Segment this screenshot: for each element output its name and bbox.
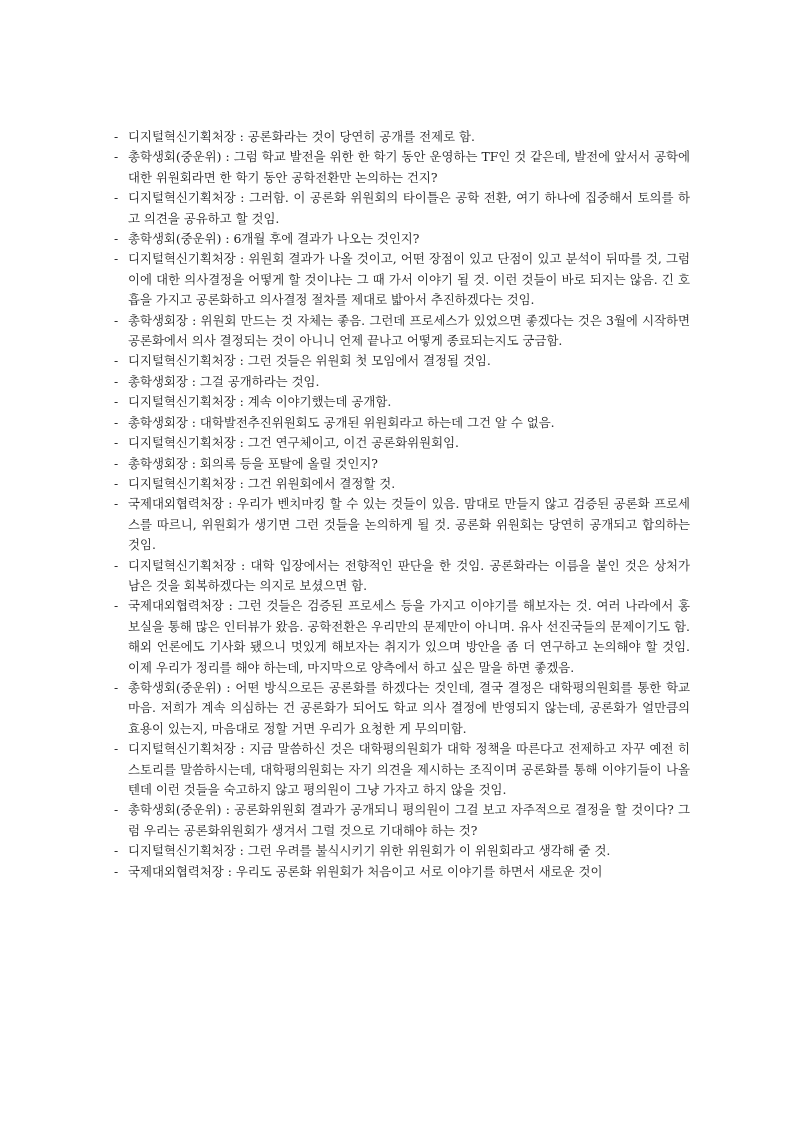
- speaker-name: 총학생회(중운위) :: [128, 802, 234, 817]
- bullet-dash: -: [114, 149, 119, 165]
- statement-text: 그건 위원회에서 결정할 것.: [247, 475, 396, 491]
- bullet-dash: -: [114, 353, 119, 369]
- speaker-name: 국제대외협력처장 :: [128, 598, 238, 613]
- minutes-entry: [114, 800, 690, 841]
- bullet-dash: -: [114, 373, 119, 389]
- statement-text: 공론화위원회 결과가 공개되니 평의원이 그걸 보고 자주적으로 결정을 할 것이다? 그럼 우리는 공론화위원회가 생겨서 그럴 것으로 기대해야 하는 것?: [128, 802, 690, 838]
- statement-text: 계속 이야기했는데 공개함.: [247, 394, 392, 410]
- statement-text: 그런 우려를 불식시키기 위한 위원회가 이 위원회라고 생각해 줄 것.: [247, 843, 611, 859]
- statement-text: 지금 말씀하신 것은 대학평의원회가 대학 정책을 따른다고 전제하고 자꾸 예전 히스토리를 말씀하시는데, 대학평의원회는 자기 의견을 제시하는 조직이며 공론화를 통해 이야기들이 나올 텐데 이런 것들을 숙고하지 않고 평의원이 그냥 가자고 하지 않을 것임.: [128, 741, 690, 797]
- statement-text: 그러함. 이 공론화 위원회의 타이틀은 공학 전환, 여기 하나에 집중해서 토의를 하고 의견을 공유하고 할 것임.: [128, 190, 690, 226]
- bullet-dash: -: [114, 802, 119, 818]
- speaker-name: 디지털혁신기획처장 :: [128, 353, 248, 368]
- bullet-dash: -: [114, 863, 119, 879]
- bullet-dash: -: [114, 557, 119, 573]
- speaker-name: 디지털혁신기획처장 :: [128, 435, 248, 450]
- bullet-dash: -: [114, 435, 119, 451]
- statement-text: 그럼 학교 발전을 위한 한 학기 동안 운영하는 TF인 것 같은데, 발전에 앞서서 공학에 대한 위원회라면 한 학기 동안 공학전환만 논의하는 건지?: [128, 149, 690, 185]
- bullet-dash: -: [114, 231, 119, 247]
- bullet-dash: -: [114, 598, 119, 614]
- speaker-name: 디지털혁신기획처장 :: [128, 129, 248, 144]
- speaker-name: 국제대외협력처장 :: [128, 496, 237, 511]
- speaker-name: 디지털혁신기획처장 :: [128, 394, 248, 409]
- bullet-dash: -: [114, 190, 119, 206]
- bullet-dash: -: [114, 475, 119, 491]
- speaker-name: 디지털혁신기획처장 :: [128, 476, 248, 491]
- minutes-entry: [114, 678, 690, 739]
- bullet-dash: -: [114, 312, 119, 328]
- minutes-entry: [114, 862, 690, 882]
- statement-text: 그건 연구체이고, 이건 공론화위원회임.: [247, 435, 459, 451]
- minutes-entry: [114, 372, 690, 392]
- statement-text: 대학 입장에서는 전향적인 판단을 한 것임. 공론화라는 이름을 붙인 것은 상처가 남은 것을 회복하겠다는 의지로 보셨으면 함.: [128, 557, 690, 593]
- minutes-entry: [114, 433, 690, 453]
- minutes-entry: [114, 311, 690, 352]
- bullet-dash: -: [114, 496, 119, 512]
- speaker-name: 총학생회장 :: [128, 456, 200, 471]
- minutes-entry: [114, 474, 690, 494]
- speaker-name: 디지털혁신기획처장 :: [128, 190, 249, 205]
- meeting-minutes-list: [114, 127, 690, 882]
- minutes-entry: [114, 556, 690, 597]
- minutes-entry: [114, 596, 690, 678]
- statement-text: 6개월 후에 결과가 나오는 것인지?: [233, 231, 420, 247]
- statement-text: 대학발전추진위원회도 공개된 위원회라고 하는데 그건 알 수 없음.: [199, 414, 555, 430]
- minutes-entry: [114, 454, 690, 474]
- bullet-dash: -: [114, 414, 119, 430]
- speaker-name: 디지털혁신기획처장 :: [128, 558, 250, 573]
- bullet-dash: -: [114, 251, 119, 267]
- speaker-name: 총학생회(중운위) :: [128, 231, 234, 246]
- bullet-dash: -: [114, 394, 119, 410]
- speaker-name: 총학생회장 :: [128, 415, 200, 430]
- statement-text: 그걸 공개하라는 것임.: [199, 373, 320, 389]
- speaker-name: 디지털혁신기획처장 :: [128, 741, 249, 756]
- minutes-entry: [114, 147, 690, 188]
- speaker-name: 디지털혁신기획처장 :: [128, 251, 248, 266]
- bullet-dash: -: [114, 129, 119, 144]
- bullet-dash: -: [114, 741, 119, 757]
- bullet-dash: -: [114, 843, 119, 859]
- speaker-name: 총학생회장 :: [128, 374, 200, 389]
- statement-text: 그런 것들은 검증된 프로세스 등을 가지고 이야기를 해보자는 것. 여러 나라에서 홍보실을 통해 많은 인터뷰가 왔음. 공학전환은 우리만의 문제만이 아니며. 유사 선진국들의 문제이기도 함. 해외 언론에도 기사화 됐으니 멋있게 해보자는 취지가 있으며 방안을 좀 더 연구하고 논의해야 할 것임. 이제 우리가 정리를 해야 하는데, 마지막으로 양측에서 하고 싶은 말을 하면 좋겠음.: [128, 598, 690, 675]
- speaker-name: 국제대외협력처장 :: [128, 864, 236, 879]
- minutes-entry: [114, 739, 690, 800]
- bullet-dash: -: [114, 679, 119, 695]
- speaker-name: 총학생회(중운위) :: [128, 149, 234, 164]
- statement-text: 위원회 만드는 것 자체는 좋음. 그런데 프로세스가 있었으면 좋겠다는 것은 3월에 시작하면 공론화에서 의사 결정되는 것이 아니니 언제 끝나고 어떻게 종료되는지도 궁금함.: [128, 312, 691, 349]
- statement-text: 우리도 공론화 위원회가 처음이고 서로 이야기를 하면서 새로운 것이: [235, 863, 603, 879]
- minutes-entry: [114, 188, 690, 229]
- statement-text: 우리가 벤치마킹 할 수 있는 것들이 있음. 맘대로 만들지 않고 검증된 공론화 프로세스를 따르니, 위원회가 생기면 그런 것들을 논의하게 될 것. 공론화 위원회는 당연히 공개되고 합의하는 것임.: [128, 496, 690, 553]
- statement-text: 공론화라는 것이 당연히 공개를 전제로 함.: [247, 129, 475, 144]
- speaker-name: 디지털혁신기획처장 :: [128, 843, 248, 858]
- statement-text: 위원회 결과가 나올 것이고, 어떤 장점이 있고 단점이 있고 분석이 뒤따를 것, 그럼 이에 대한 의사결정을 어떻게 할 것이냐는 그 때 가서 이야기 될 것. 이런 것들이 바로 되지는 않음. 긴 호흡을 가지고 공론화하고 의사결정 절차를 제대로 밟아서 추진하겠다는 것임.: [128, 251, 690, 308]
- minutes-entry: [114, 229, 690, 249]
- statement-text: 회의록 등을 포탈에 올릴 것인지?: [199, 455, 378, 471]
- minutes-entry: [114, 392, 690, 412]
- minutes-entry: [114, 127, 690, 147]
- minutes-entry: [114, 841, 690, 861]
- minutes-entry: [114, 249, 690, 310]
- speaker-name: 총학생회(중운위) :: [128, 680, 235, 695]
- speaker-name: 총학생회장 :: [128, 313, 201, 328]
- minutes-entry: [114, 413, 690, 433]
- statement-text: 어떤 방식으로든 공론화를 하겠다는 것인데, 결국 결정은 대학평의원회를 통한 학교 마음. 저희가 계속 의심하는 건 공론화가 되어도 학교 의사 결정에 반영되지 않는데, 공론화가 얼만큼의 효용이 있는지, 마음대로 정할 거면 우리가 요청한 게 무의미함.: [128, 679, 691, 736]
- minutes-entry: [114, 494, 690, 555]
- statement-text: 그런 것들은 위원회 첫 모임에서 결정될 것임.: [247, 353, 491, 369]
- bullet-dash: -: [114, 455, 119, 471]
- minutes-entry: [114, 351, 690, 371]
